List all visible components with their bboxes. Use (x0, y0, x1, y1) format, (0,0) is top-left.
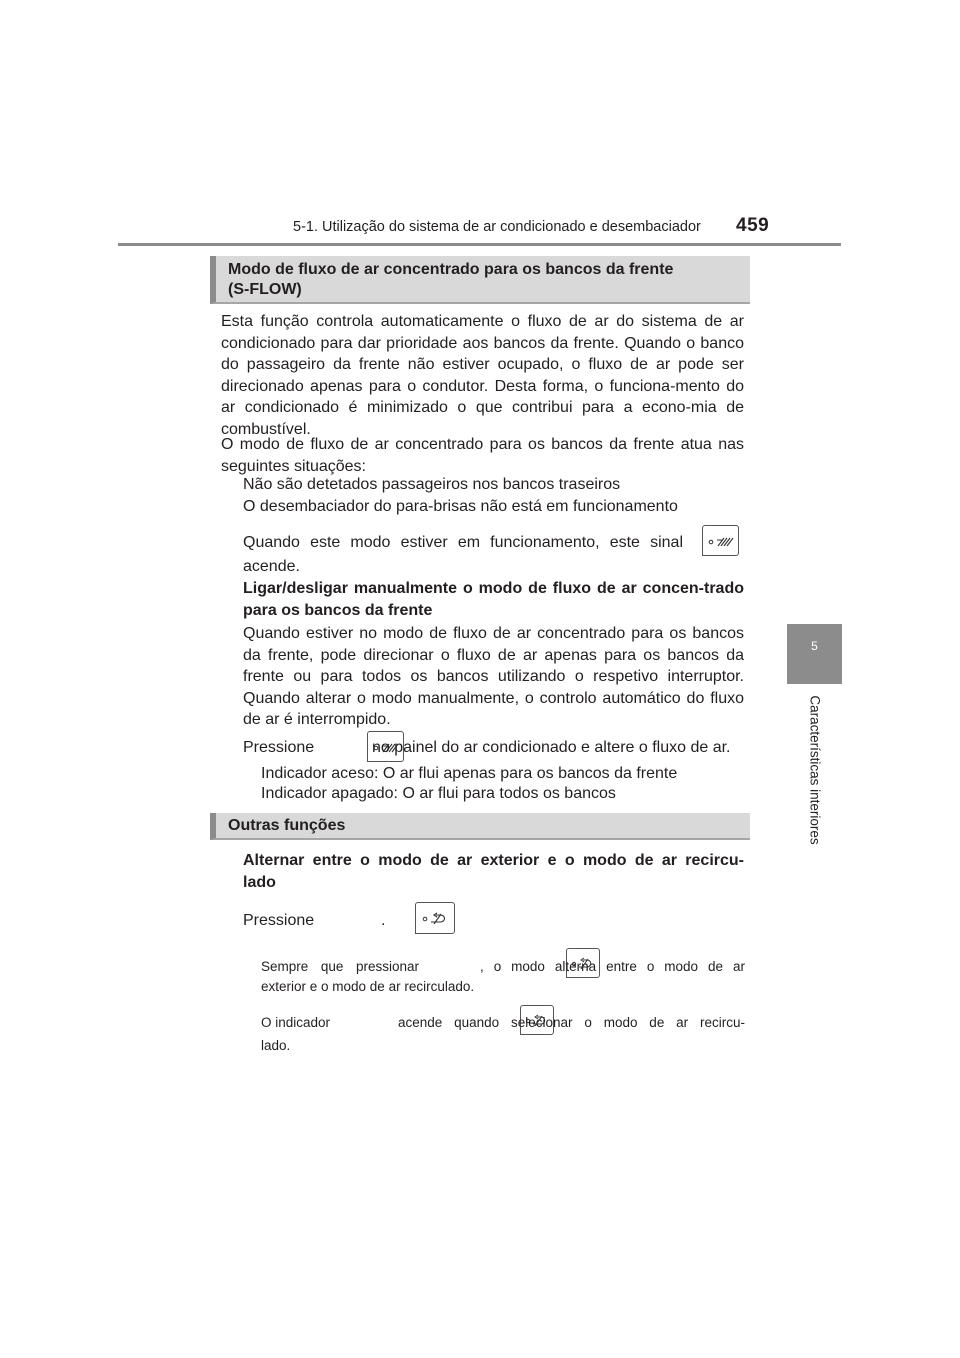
note2-text-end: lado. (261, 1038, 291, 1053)
manual-paragraph: Quando estiver no modo de fluxo de ar concentrado para os bancos da frente, pode direcionar o fluxo de ar apenas para os bancos da frente ou para todos os bancos utilizando o respetivo interruptor. Quando alterar o modo manualmente, o controlo automático do fluxo de ar é interrompido. (243, 625, 744, 728)
situations-intro: O modo de fluxo de ar concentrado para os bancos da frente atua nas seguintes situações: (221, 436, 744, 475)
indicator-text: Quando este modo estiver em funcionamento, este sinal (243, 534, 683, 551)
indicator-off-item: Indicador apagado: O ar flui para todos os bancos (261, 785, 616, 802)
note1-text-cont: , o modo alterna entre o modo de ar (480, 959, 745, 974)
indicator-text-end: acende. (243, 558, 300, 575)
air-recirculation-button-icon (415, 902, 455, 934)
chapter-tab-label (787, 690, 842, 850)
chapter-tab-title: Características interiores (807, 695, 822, 845)
section-heading-s-flow (210, 256, 750, 304)
section-heading-other-functions: Outras funções (210, 813, 750, 840)
header-rule (118, 243, 841, 246)
s-flow-indicator-icon (702, 525, 739, 556)
press-recirc-text-end: . (381, 912, 386, 929)
note1-text: Sempre que pressionar (261, 959, 419, 974)
recirc-heading-line1: Alternar entre o modo de ar exterior e o modo de ar recircu- (243, 852, 744, 869)
recirc-heading-line2: lado (243, 874, 276, 891)
intro-paragraph: Esta função controla automaticamente o fluxo de ar do sistema de ar condicionado para dar prioridade aos bancos da frente. Quando o banco do passageiro da frente não estiver ocupado, o fluxo de ar pode ser direcionado apenas para o condutor. Desta forma, o funciona-mento do ar condicionado é minimizado o que contribui para a econo-mia de combustível. (221, 313, 744, 438)
press-text-end: no painel do ar condicionado e altere o fluxo de ar. (372, 739, 731, 756)
situation-item: O desembaciador do para-brisas não está em funcionamento (243, 498, 678, 515)
page-number: 459 (736, 215, 770, 236)
section-title-line2: (S-FLOW) (228, 281, 302, 298)
running-header: 5-1. Utilização do sistema de ar condicionado e desembaciador (293, 219, 701, 235)
manual-heading: Ligar/desligar manualmente o modo de fluxo de ar concen-trado para os bancos da frente (243, 580, 744, 619)
situation-item: Não são detetados passageiros nos bancos traseiros (243, 476, 621, 493)
press-recirc-text: Pressione (243, 912, 315, 929)
indicator-on-item: Indicador aceso: O ar flui apenas para os bancos da frente (261, 765, 678, 782)
chapter-tab-number: 5 (787, 624, 842, 684)
note1-text-end: exterior e o modo de ar recirculado. (261, 979, 475, 994)
section-title-line1: Modo de fluxo de ar concentrado para os bancos da frente (228, 261, 674, 278)
note2-text: O indicador (261, 1015, 331, 1030)
note2-text-cont: acende quando selecionar o modo de ar recircu- (398, 1015, 745, 1030)
press-text: Pressione (243, 739, 315, 756)
